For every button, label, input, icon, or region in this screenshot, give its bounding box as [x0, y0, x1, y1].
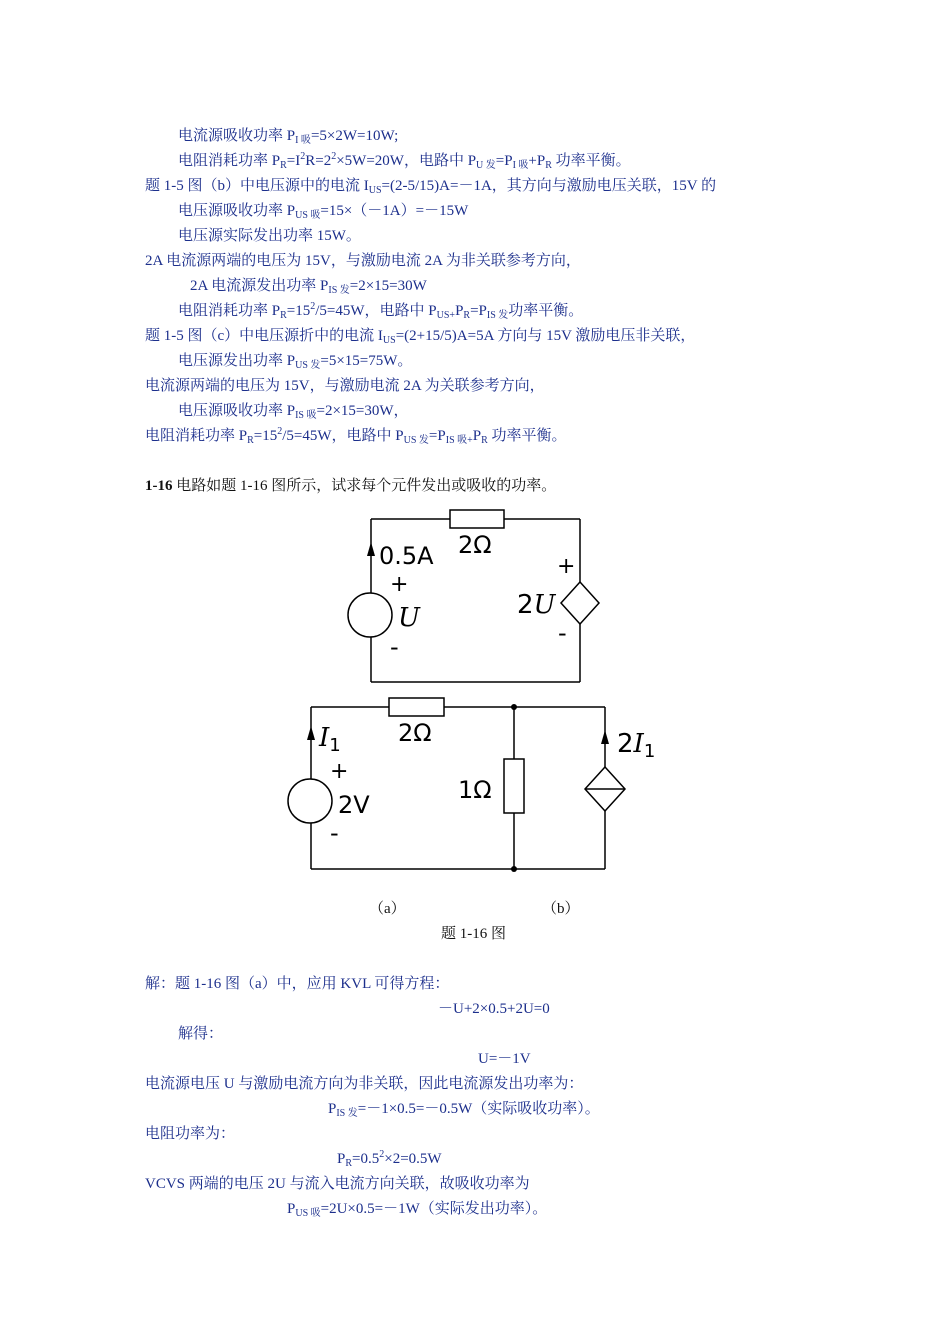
- equation: －U+2×0.5+2U=0: [438, 1001, 550, 1017]
- arrow-up-icon: [307, 726, 315, 740]
- junction-dot: [511, 866, 517, 872]
- arrow-up-icon: [601, 730, 609, 744]
- resistor-label-a: 2Ω: [458, 531, 492, 559]
- current-label-a: 0.5A: [379, 542, 434, 570]
- dependent-source-label-b: 2I1: [617, 729, 656, 762]
- text-line: 2A 电流源两端的电压为 15V，与激励电流 2A 为非关联参考方向，: [145, 253, 581, 269]
- plus-sign: +: [557, 554, 576, 579]
- plus-sign: +: [330, 759, 349, 784]
- equation: $P_R=0.5^2\times 2=0.5W$: [337, 1149, 442, 1169]
- text-line: 电压源吸收功率 $P_{US 吸}=15\times(-1A)=-15W$: [178, 203, 469, 221]
- resistor-2ohm-b: [389, 698, 444, 716]
- equation: $P_{US 吸}=2U\times 0.5=-1W$（实际发出功率）。: [287, 1201, 548, 1219]
- minus-sign: -: [558, 619, 567, 647]
- figure-label-a: （a）: [369, 901, 406, 917]
- dependent-voltage-source: [561, 582, 599, 624]
- text-line: 电阻消耗功率 $P_R=15^2/5=45W$，电路中 $P_{US+}P_R=P_{IS 发}$功率平衡。: [178, 301, 584, 321]
- text-line: 解得：: [178, 1026, 224, 1042]
- text-line: 解：题 1-16 图（a）中，应用 KVL 可得方程：: [145, 976, 450, 992]
- problem-statement: 1-16 电路如题 1-16 图所示，试求每个元件发出或吸收的功率。: [145, 478, 557, 494]
- plus-sign: +: [390, 572, 409, 597]
- source-label-2v: 2V: [338, 791, 370, 819]
- text-line: 题 1-5 图（b）中电压源中的电流 $I_{US}=(2-5/15)A=-1A$，其方向与激励电压关联，15V 的: [145, 178, 717, 196]
- figure-caption: 题 1-16 图: [441, 926, 506, 942]
- equation: U=－1V: [478, 1051, 531, 1067]
- text-line: 电阻功率为：: [145, 1126, 236, 1142]
- arrow-up-icon: [367, 542, 375, 556]
- text-line: 电阻消耗功率 $P_R=15^2/5=45W$，电路中 $P_{US 发}=P_{IS 吸+}P_R$ 功率平衡。: [145, 426, 567, 446]
- minus-sign: -: [330, 819, 339, 847]
- resistor-2ohm-a: [450, 510, 504, 528]
- dependent-source-label-a: 2U: [517, 590, 556, 620]
- text-line: 电压源发出功率 $P_{US 发}=5\times 15=75W$。: [178, 353, 413, 371]
- text-line: 电流源电压 U 与激励电流方向为非关联，因此电流源发出功率为：: [145, 1076, 584, 1092]
- source-variable-u: U: [398, 603, 420, 633]
- text-line: 2A 电流源发出功率 $P_{IS 发}=2\times 15=30W$: [190, 278, 427, 296]
- voltage-source-2v: [288, 779, 332, 823]
- figure-label-b: （b）: [542, 901, 580, 917]
- equation: $P_{IS 发}=-1\times 0.5=-0.5W$（实际吸收功率）。: [328, 1101, 600, 1119]
- text-line: 电压源实际发出功率 15W。: [178, 228, 361, 244]
- text-line: 电流源吸收功率 $P_{I 吸}=5\times 2W=10W$;: [178, 128, 399, 146]
- resistor-label-b: 2Ω: [398, 719, 432, 747]
- text-line: VCVS 两端的电压 2U 与流入电流方向关联，故吸收功率为: [145, 1176, 530, 1192]
- current-label-i1: I1: [319, 723, 341, 756]
- minus-sign: -: [390, 633, 399, 661]
- resistor-1ohm: [504, 759, 524, 813]
- text-line: 题 1-5 图（c）中电压源折中的电流 $I_{US}=(2+15/5)A=5A$ 方向与 15V 激励电压非关联，: [145, 328, 696, 346]
- voltage-source-u: [348, 593, 392, 637]
- resistor-label-1ohm: 1Ω: [458, 776, 492, 804]
- text-line: 电压源吸收功率 $P_{IS 吸}=2\times 15=30W$，: [178, 403, 409, 421]
- text-line: 电流源两端的电压为 15V，与激励电流 2A 为关联参考方向，: [145, 378, 545, 394]
- text-line: 电阻消耗功率 $P_R=I^2R=2^2\times 5W=20W$，电路中 $P_{U 发}=P_{I 吸}+P_R$ 功率平衡。: [178, 151, 631, 171]
- junction-dot: [511, 704, 517, 710]
